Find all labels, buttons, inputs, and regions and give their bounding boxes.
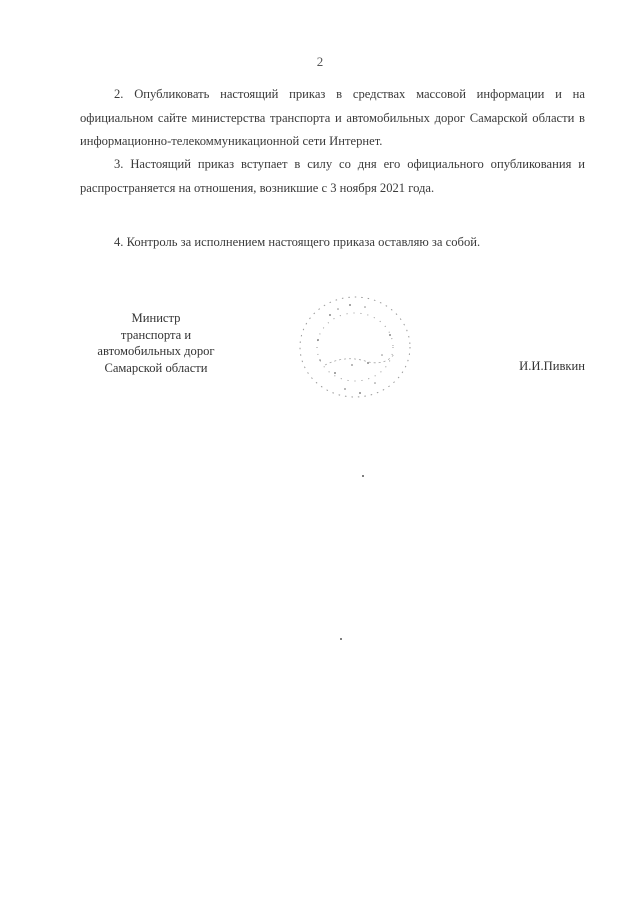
signer-title: [76, 310, 236, 376]
signer-title-line: Самарской области: [104, 360, 208, 375]
page-number: 2: [316, 54, 324, 69]
signer-title-line: транспорта и: [120, 327, 192, 342]
paragraph-effective-date: 3. Настоящий приказ вступает в силу со дня его официального опубликования и распространяется на отношения, возникшие с 3 ноября 2021 года.: [80, 157, 585, 195]
signer-name: И.И.Пивкин: [519, 359, 585, 373]
signer-title-line: автомобильных дорог: [97, 344, 215, 358]
scan-speck: [340, 638, 342, 640]
paragraph-control: 4. Контроль за исполнением настоящего приказа оставляю за собой.: [114, 235, 481, 249]
signer-title-line: Министр: [131, 311, 181, 325]
faint-stamp-seal: [290, 285, 420, 410]
paragraph-publication: 2. Опубликовать настоящий приказ в средствах массовой информации и на официальном сайте министерства транспорта и автомобильных дорог Самарской области в информационно-телекоммуникационной сети Интернет.: [80, 87, 585, 148]
scan-speck: [362, 475, 364, 477]
